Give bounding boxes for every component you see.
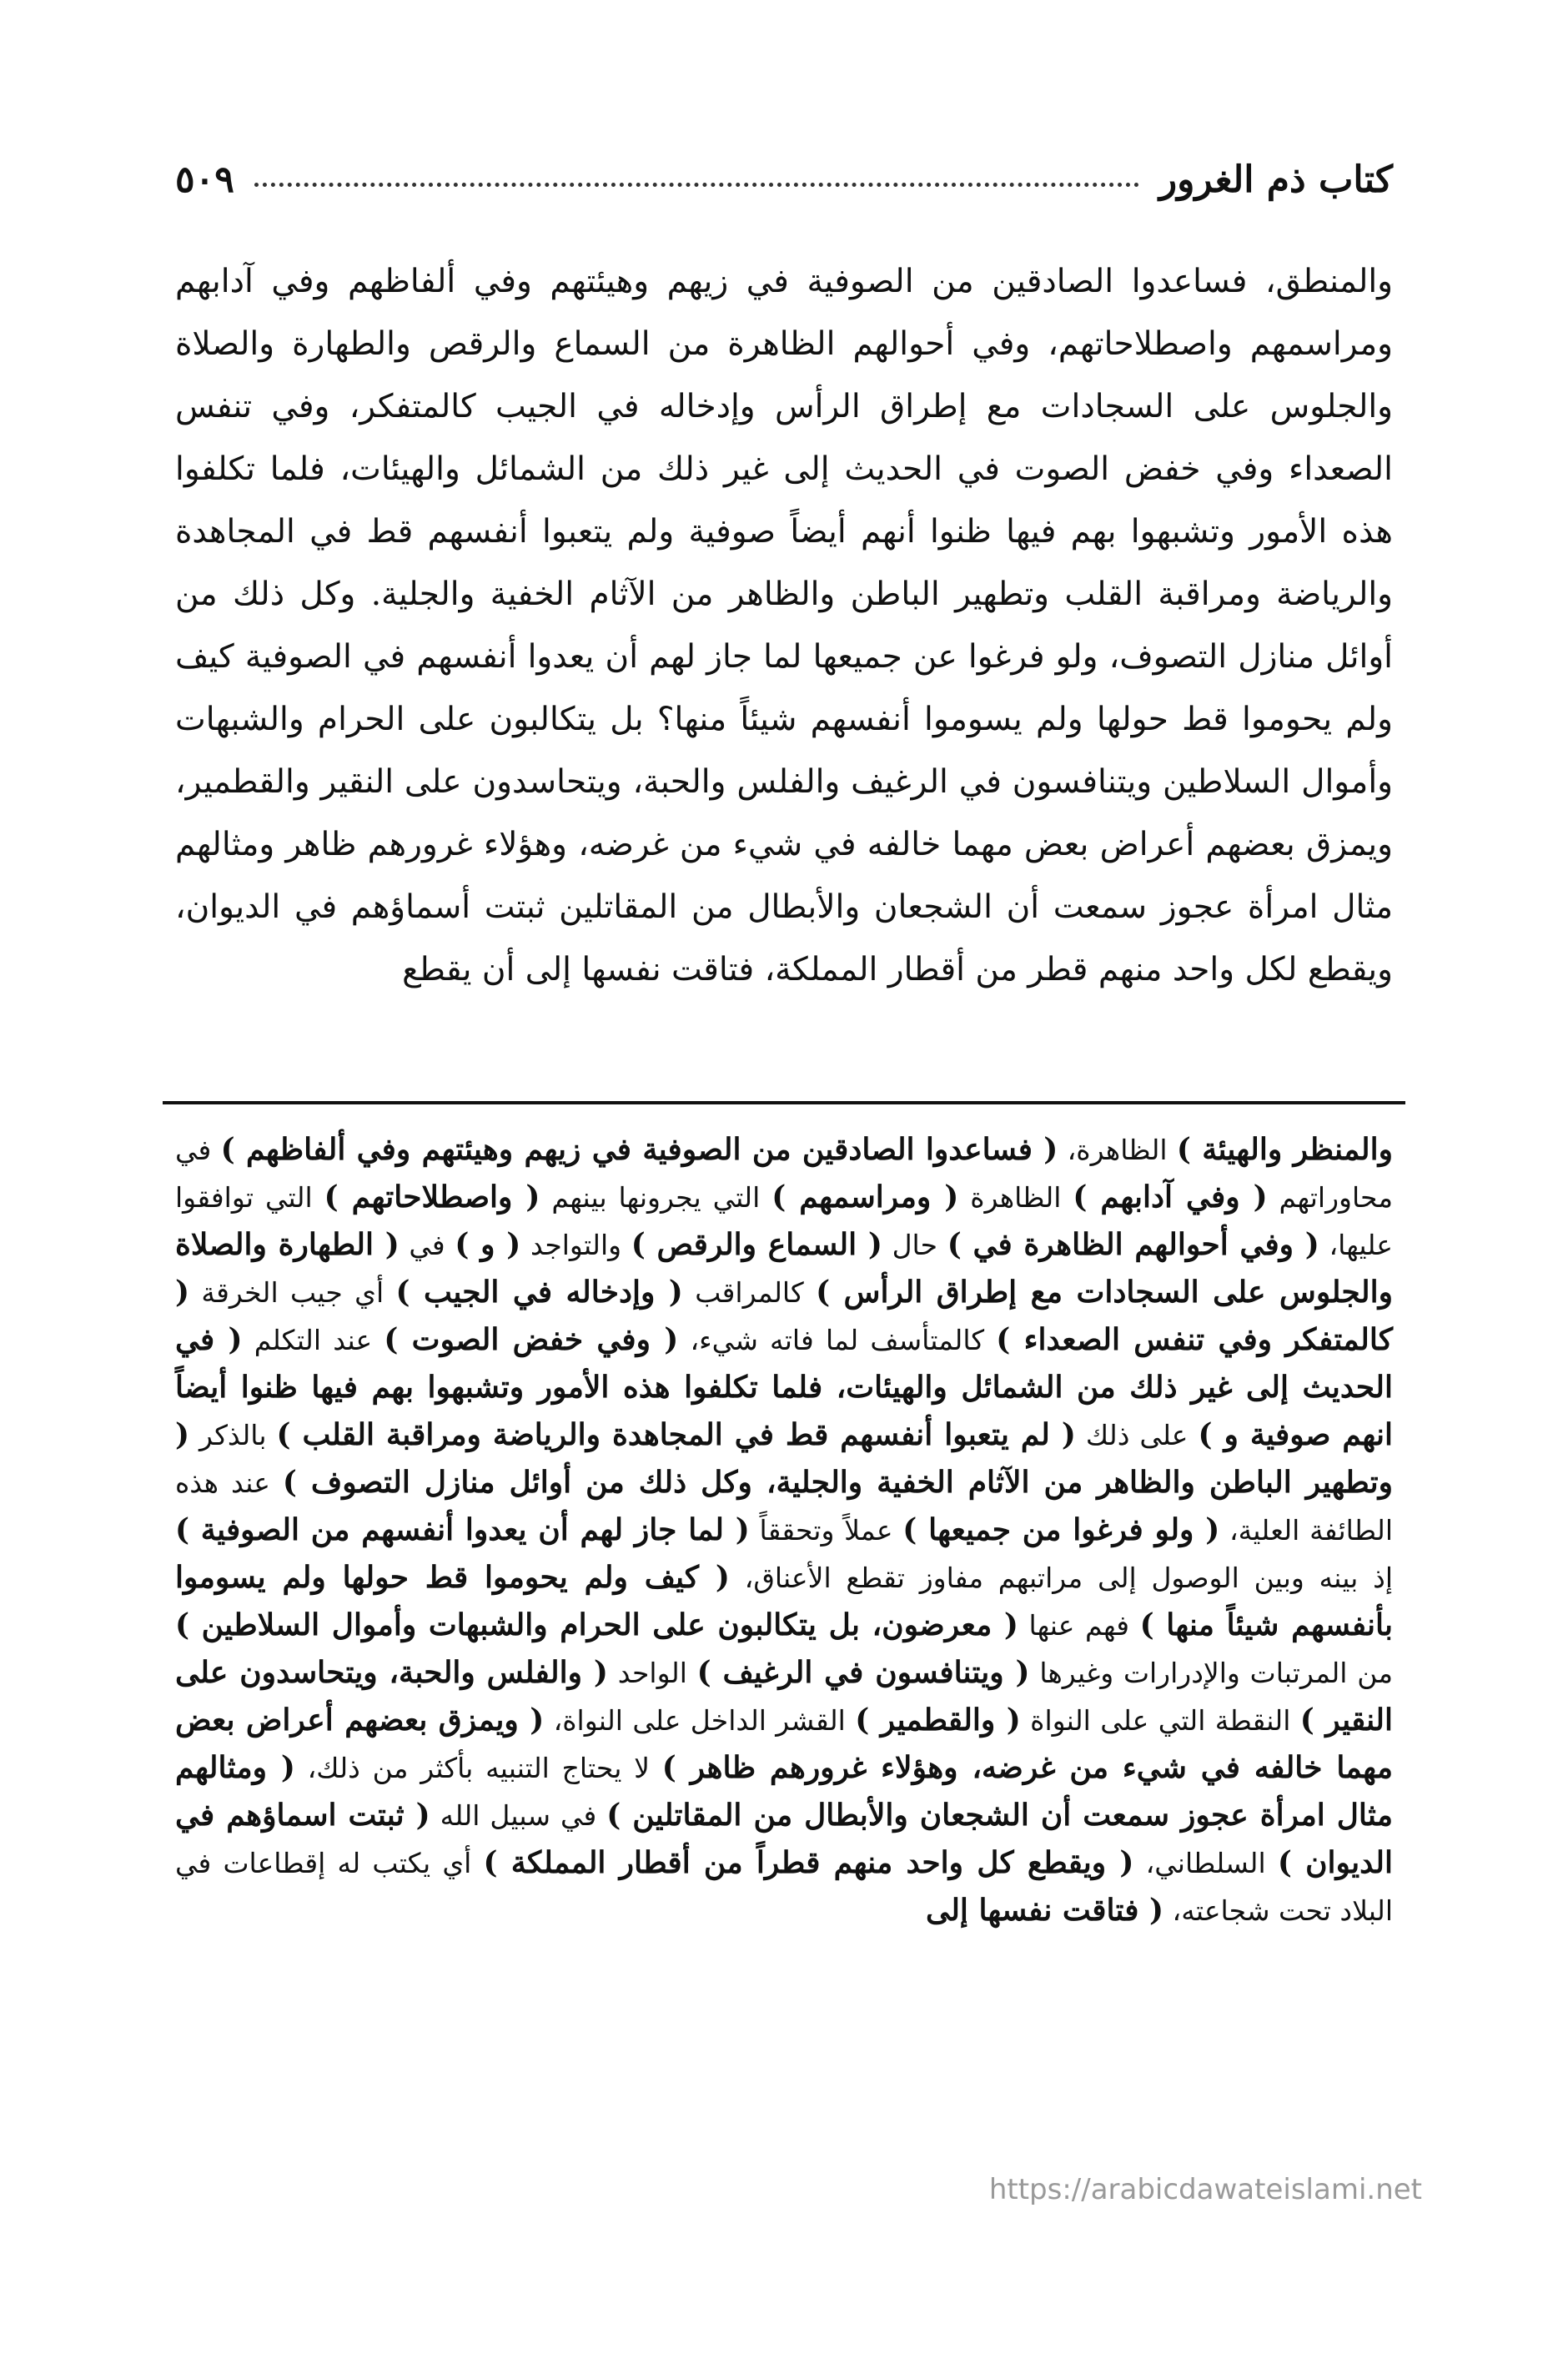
quoted-text: ( وإدخاله في الجيب ) bbox=[395, 1275, 683, 1310]
explanation-text: عند هذه الطائفة العلية، bbox=[175, 1466, 1393, 1547]
quoted-text: ( وتطهير الباطن والظاهر من الآثام الخفية والجلية، وكل ذلك من أوائل منازل التصوف ) bbox=[175, 1417, 1393, 1500]
separator-rule bbox=[163, 1101, 1405, 1104]
quoted-text: ( و ) bbox=[455, 1227, 521, 1262]
explanation-text: الظاهرة bbox=[958, 1181, 1073, 1214]
explanation-text: عند التكلم bbox=[242, 1324, 384, 1356]
explanation-text: القشر الداخل على النواة، bbox=[544, 1704, 856, 1737]
explanation-text: لا يحتاج التنبيه بأكثر من ذلك، bbox=[294, 1752, 662, 1784]
quoted-text: ( وفي آدابهم ) bbox=[1073, 1179, 1268, 1215]
commentary-text bbox=[175, 1126, 1393, 1934]
watermark-url: https://arabicdawateislami.net bbox=[988, 2173, 1422, 2206]
quoted-text: ( في الحديث إلى غير ذلك من الشمائل والهيئات، فلما تكلفوا هذه الأمور وتشبهوا بهم فيها ظنوا أيضاً انهم صوفية و ) bbox=[175, 1322, 1393, 1452]
explanation-text: أي جيب الخرقة bbox=[189, 1276, 396, 1309]
quoted-text: ( ولو فرغوا من جميعها ) bbox=[902, 1512, 1220, 1547]
explanation-text: كالمراقب bbox=[682, 1276, 817, 1309]
quoted-text: ( ويقطع كل واحد منهم قطراً من أقطار المملكة ) bbox=[483, 1845, 1134, 1880]
explanation-text: كالمتأسف لما فاته شيء، bbox=[678, 1324, 997, 1356]
quoted-text: ( لم يتعبوا أنفسهم قط في المجاهدة والرياضة ومراقبة القلب ) bbox=[276, 1417, 1076, 1452]
explanation-text: في سبيل الله bbox=[430, 1799, 607, 1832]
explanation-text: الواحد bbox=[607, 1657, 697, 1689]
quoted-text: ( ومراسمهم ) bbox=[771, 1179, 959, 1215]
quoted-text: ( معرضون، بل يتكالبون على الحرام والشبهات وأموال السلاطين ) bbox=[175, 1607, 1018, 1642]
explanation-text: حال bbox=[882, 1229, 947, 1261]
quoted-text: ( فساعدوا الصادقين من الصوفية في زيهم وهيئتهم وفي ألفاظهم ) bbox=[220, 1132, 1058, 1167]
running-title: كتاب ذم الغرور bbox=[1158, 158, 1393, 201]
explanation-text: من المرتبات والإدرارات وغيرها bbox=[1029, 1657, 1394, 1689]
explanation-text: أي يكتب له إقطاعات في البلاد تحت شجاعته، bbox=[175, 1847, 1393, 1927]
page-number: ٥٠٩ bbox=[175, 158, 234, 201]
explanation-text: فهم عنها bbox=[1018, 1609, 1140, 1642]
quoted-text: ( فتاقت نفسها إلى bbox=[925, 1893, 1164, 1928]
explanation-text: إذ بينه وبين الوصول إلى مراتبهم مفاوز تقطع الأعناق، bbox=[729, 1562, 1393, 1594]
quoted-text: ( لما جاز لهم أن يعدوا أنفسهم من الصوفية ) bbox=[175, 1512, 750, 1547]
explanation-text: السلطاني، bbox=[1133, 1847, 1278, 1879]
main-text: والمنطق، فساعدوا الصادقين من الصوفية في زيهم وهيئتهم وفي ألفاظهم وفي آدابهم ومراسمهم واصطلاحاتهم، وفي أحوالهم الظاهرة من السماع والرقص والطهارة والصلاة والجلوس على السجادات مع إطراق الرأس وإدخاله في الجيب كالمتفكر، وفي تنفس الصعداء وفي خفض الصوت في الحديث إلى غير ذلك من الشمائل والهيئات، فلما تكلفوا هذه الأمور وتشبهوا بهم فيها ظنوا أنهم أيضاً صوفية ولم يتعبوا أنفسهم قط في المجاهدة والرياضة ومراقبة القلب وتطهير الباطن والظاهر من الآثام الخفية والجلية. وكل ذلك من أوائل منازل التصوف، ولو فرغوا عن جميعها لما جاز لهم أن يعدوا أنفسهم في الصوفية كيف ولم يحوموا قط حولها ولم يسوموا أنفسهم شيئاً منها؟ بل يتكالبون على الحرام والشبهات وأموال السلاطين ويتنافسون في الرغيف والفلس والحبة، ويتحاسدون على النقير والقطمير، ويمزق بعضهم أعراض بعض مهما خالفه في شيء من غرضه، وهؤلاء غرورهم ظاهر ومثالهم مثال امرأة عجوز سمعت أن الشجعان والأبطال من المقاتلين ثبتت أسماؤهم في الديوان، ويقطع لكل واحد منهم قطر من أقطار المملكة، فتاقت نفسها إلى أن يقطع bbox=[175, 263, 1393, 988]
commentary-paragraph bbox=[175, 1126, 1393, 1934]
quoted-text: ( وفي خفض الصوت ) bbox=[384, 1322, 679, 1357]
quoted-text: والمنظر والهيئة ) bbox=[1176, 1132, 1393, 1167]
quoted-text: ( واصطلاحاتهم ) bbox=[324, 1179, 540, 1215]
quoted-text: ( ومثالهم مثال امرأة عجوز سمعت أن الشجعان والأبطال من المقاتلين ) bbox=[175, 1750, 1394, 1833]
quoted-text: ( السماع والرقص ) bbox=[631, 1227, 882, 1262]
quoted-text: ( ويمزق بعضهم أعراض بعض مهما خالفه في شيء من غرضه، وهؤلاء غرورهم ظاهر ) bbox=[175, 1703, 1393, 1785]
quoted-text: ( الطهارة والصلاة والجلوس على السجادات مع إطراق الرأس ) bbox=[175, 1227, 1393, 1310]
explanation-text: على ذلك bbox=[1075, 1419, 1199, 1451]
explanation-text: في محاوراتهم bbox=[175, 1134, 1393, 1214]
running-header bbox=[175, 150, 1393, 209]
explanation-text: والتواجد bbox=[520, 1229, 631, 1261]
quoted-text: ( وفي أحوالهم الظاهرة في ) bbox=[947, 1227, 1319, 1262]
quoted-text: ( والقطمير ) bbox=[855, 1703, 1021, 1738]
quoted-text: ( ثبتت اسماؤهم في الديوان ) bbox=[175, 1798, 1393, 1880]
quoted-text: ( ويتنافسون في الرغيف ) bbox=[696, 1655, 1030, 1690]
quoted-text: ( والفلس والحبة، ويتحاسدون على النقير ) bbox=[175, 1655, 1394, 1738]
explanation-text: النقطة التي على النواة bbox=[1020, 1704, 1300, 1737]
dotted-leader bbox=[254, 183, 1139, 187]
explanation-text: التي يجرونها بينهم bbox=[540, 1181, 772, 1214]
explanation-text: عملاً وتحققاً bbox=[749, 1514, 903, 1547]
explanation-text: التي توافقوا عليها، bbox=[175, 1181, 1393, 1261]
explanation-text: في bbox=[399, 1229, 455, 1261]
quoted-text: ( كالمتفكر وفي تنفس الصعداء ) bbox=[175, 1275, 1394, 1357]
quoted-text: ( كيف ولم يحوموا قط حولها ولم يسوموا بأنفسهم شيئاً منها ) bbox=[175, 1560, 1393, 1642]
explanation-text: الظاهرة، bbox=[1058, 1134, 1177, 1166]
explanation-text: بالذكر bbox=[189, 1419, 277, 1451]
